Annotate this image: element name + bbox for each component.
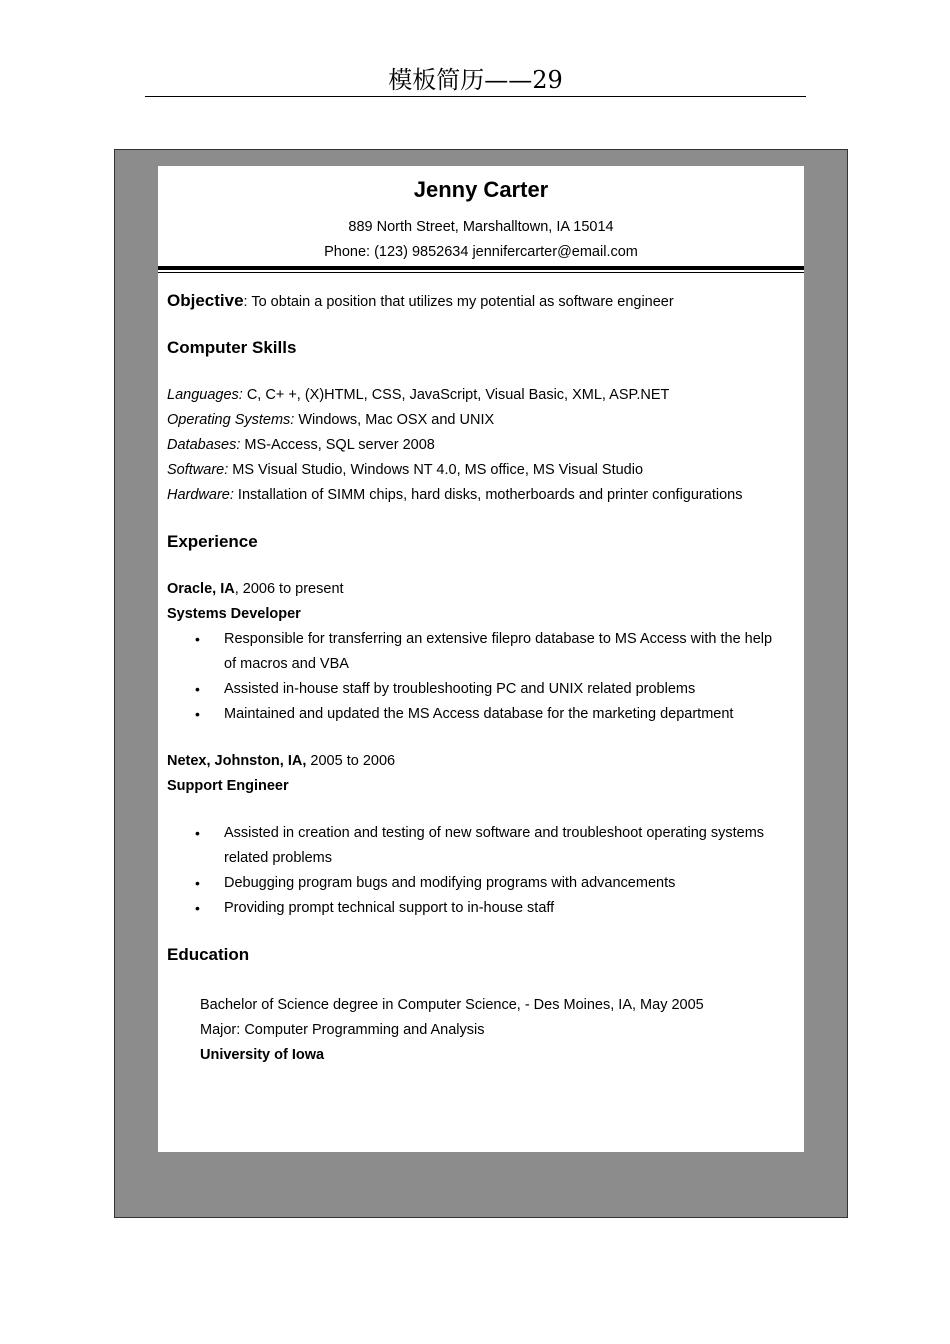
education-heading: Education [167, 945, 250, 964]
list-item: Maintained and updated the MS Access database for the marketing department [224, 706, 734, 722]
job-company: Netex, Johnston, IA, [167, 753, 307, 769]
skill-value: C, C+ +, (X)HTML, CSS, JavaScript, Visual Basic, XML, ASP.NET [242, 387, 670, 403]
header-divider-thick [158, 266, 804, 270]
contact-line: Phone: (123) 9852634 jennifercarter@email.com [324, 244, 638, 260]
bullet-icon: • [195, 900, 200, 916]
skill-value: MS-Access, SQL server 2008 [240, 437, 435, 453]
job-title: Systems Developer [167, 606, 301, 622]
education-major: Major: Computer Programming and Analysis [200, 1022, 485, 1038]
education-degree: Bachelor of Science degree in Computer Science, - Des Moines, IA, May 2005 [200, 997, 704, 1013]
skill-hardware [167, 483, 742, 508]
skill-value: Windows, Mac OSX and UNIX [294, 412, 495, 428]
experience-heading: Experience [167, 532, 258, 551]
page-title: 模板简历——29 [145, 64, 806, 97]
job-period: , 2006 to present [234, 581, 344, 597]
bullet-icon: • [195, 631, 200, 647]
bullet-icon: • [195, 681, 200, 697]
skills-heading: Computer Skills [167, 338, 297, 357]
list-item: Responsible for transferring an extensive filepro database to MS Access with the help of macros and VBA [224, 631, 773, 672]
bullet-icon: • [195, 706, 200, 722]
list-item: Providing prompt technical support to in-house staff [224, 900, 555, 916]
skill-label: Hardware: [167, 487, 234, 503]
skill-label: Operating Systems: [167, 412, 295, 428]
job-company-line [167, 577, 344, 602]
list-item: Debugging program bugs and modifying programs with advancements [224, 875, 676, 891]
skill-operating-systems [167, 408, 494, 433]
job-period: 2005 to 2006 [306, 753, 396, 769]
skill-languages [167, 383, 669, 408]
resume-sheet [158, 166, 804, 1152]
bullet-icon: • [195, 825, 200, 841]
objective-text: : To obtain a position that utilizes my potential as software engineer [243, 294, 674, 310]
list-item: Assisted in creation and testing of new software and troubleshoot operating systems related problems [224, 825, 765, 866]
job-title: Support Engineer [167, 778, 289, 794]
job-company: Oracle, IA [167, 581, 235, 597]
header-divider-thin [158, 272, 804, 273]
candidate-name: Jenny Carter [413, 177, 549, 202]
skill-software [167, 458, 643, 483]
bullet-icon: • [195, 875, 200, 891]
objective-label: Objective [167, 291, 244, 310]
objective-line [167, 288, 674, 315]
job-company-line [167, 749, 395, 774]
education-school: University of Iowa [200, 1047, 325, 1063]
skill-label: Databases: [167, 437, 241, 453]
list-item: Assisted in-house staff by troubleshooting PC and UNIX related problems [224, 681, 696, 697]
skill-label: Languages: [167, 387, 243, 403]
skill-value: Installation of SIMM chips, hard disks, motherboards and printer configurations [233, 487, 743, 503]
skill-databases [167, 433, 435, 458]
address-line: 889 North Street, Marshalltown, IA 15014 [348, 219, 614, 235]
skill-label: Software: [167, 462, 229, 478]
skill-value: MS Visual Studio, Windows NT 4.0, MS office, MS Visual Studio [228, 462, 644, 478]
